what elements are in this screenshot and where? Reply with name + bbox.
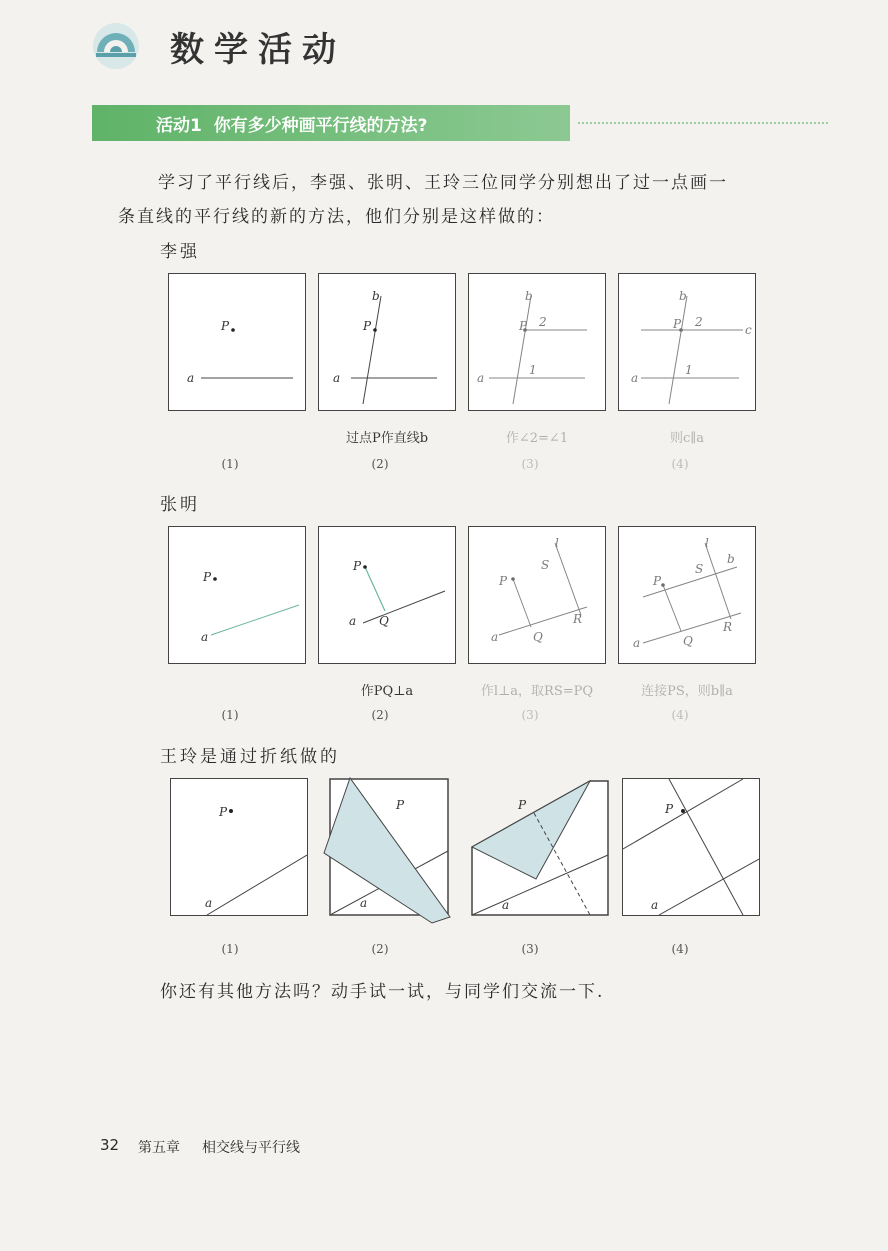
label-P: P xyxy=(203,570,212,584)
label-angle-1: 1 xyxy=(529,363,537,377)
label-Q: Q xyxy=(683,634,693,648)
liqiang-index-3: (3) xyxy=(521,457,539,471)
chapter-logo-icon xyxy=(92,22,140,70)
label-P: P xyxy=(653,574,662,588)
label-b: b xyxy=(525,289,533,303)
label-b: b xyxy=(372,289,380,303)
activity-heading xyxy=(156,111,428,136)
section-zhangming: 张明 xyxy=(160,495,200,515)
liqiang-index-1: (1) xyxy=(221,457,239,471)
zhangming-figure-3 xyxy=(468,526,606,664)
zhangming-caption-3: 作l⊥a，取RS=PQ xyxy=(480,684,594,699)
label-angle-2: 2 xyxy=(695,315,703,329)
label-P: P xyxy=(353,559,362,573)
label-a: a xyxy=(502,898,510,912)
liqiang-figure-1 xyxy=(168,273,306,411)
wangling-figure-4 xyxy=(622,778,760,916)
label-P: P xyxy=(219,805,228,819)
label-a: a xyxy=(477,371,485,385)
label-a: a xyxy=(201,630,209,644)
wangling-index-3: (3) xyxy=(521,942,539,956)
activity-question: 你有多少种画平行线的方法? xyxy=(213,116,428,136)
label-a: a xyxy=(187,371,195,385)
footer-chapter: 第五章 xyxy=(138,1140,180,1156)
liqiang-index-4: (4) xyxy=(671,457,689,471)
zhangming-caption-4: 连接PS，则b∥a xyxy=(641,684,733,699)
label-l: l xyxy=(555,536,559,550)
zhangming-figure-2 xyxy=(318,526,456,664)
label-S: S xyxy=(541,558,550,572)
liqiang-figure-4 xyxy=(618,273,756,411)
zhangming-index-4: (4) xyxy=(671,708,689,722)
label-a: a xyxy=(491,630,499,644)
label-a: a xyxy=(633,636,641,650)
section-liqiang: 李强 xyxy=(160,242,200,262)
label-a: a xyxy=(360,896,368,910)
banner-dotted-rule xyxy=(578,122,828,124)
liqiang-figure-3 xyxy=(468,273,606,411)
footer-chapter-title: 相交线与平行线 xyxy=(202,1140,300,1156)
liqiang-caption-3: 作∠2=∠1 xyxy=(505,431,569,446)
label-Q: Q xyxy=(533,630,543,644)
label-R: R xyxy=(723,620,733,634)
label-Q: Q xyxy=(379,614,389,628)
liqiang-caption-2: 过点P作直线b xyxy=(345,431,429,446)
label-R: R xyxy=(573,612,583,626)
zhangming-index-1: (1) xyxy=(221,708,239,722)
wangling-index-2: (2) xyxy=(371,942,389,956)
wangling-index-4: (4) xyxy=(671,942,689,956)
intro-paragraph xyxy=(118,166,828,234)
label-a: a xyxy=(349,614,357,628)
label-c: c xyxy=(745,323,752,337)
liqiang-caption-4: 则c∥a xyxy=(669,431,705,446)
label-a: a xyxy=(333,371,341,385)
page-number: 32 xyxy=(100,1136,120,1154)
label-l: l xyxy=(705,536,709,550)
wangling-figure-3 xyxy=(470,775,612,920)
liqiang-figure-2 xyxy=(318,273,456,411)
label-P: P xyxy=(519,319,528,333)
intro-line-1: 学习了平行线后，李强、张明、王玲三位同学分别想出了过一点画一 xyxy=(158,173,728,193)
wangling-figure-1 xyxy=(170,778,308,916)
label-P: P xyxy=(665,802,674,816)
label-a: a xyxy=(631,371,639,385)
label-P: P xyxy=(499,574,508,588)
closing-text: 你还有其他方法吗？动手试一试，与同学们交流一下. xyxy=(160,982,605,1002)
label-P: P xyxy=(518,798,527,812)
page-title: 数学活动 xyxy=(170,30,346,70)
label-b: b xyxy=(727,552,735,566)
label-P: P xyxy=(396,798,405,812)
label-a: a xyxy=(205,896,213,910)
label-b: b xyxy=(679,289,687,303)
label-angle-2: 2 xyxy=(539,315,547,329)
section-wangling: 王玲是通过折纸做的 xyxy=(160,747,340,767)
label-P: P xyxy=(363,319,372,333)
label-P: P xyxy=(221,319,230,333)
wangling-figure-2 xyxy=(320,775,460,925)
label-P: P xyxy=(673,317,682,331)
zhangming-index-2: (2) xyxy=(371,708,389,722)
wangling-index-1: (1) xyxy=(221,942,239,956)
activity-label: 活动1 xyxy=(156,116,202,136)
zhangming-index-3: (3) xyxy=(521,708,539,722)
liqiang-index-2: (2) xyxy=(371,457,389,471)
label-S: S xyxy=(695,562,704,576)
activity-banner xyxy=(92,105,570,141)
label-a: a xyxy=(651,898,659,912)
intro-line-2: 条直线的平行线的新的方法，他们分别是这样做的： xyxy=(118,207,555,227)
zhangming-figure-1 xyxy=(168,526,306,664)
zhangming-caption-2: 作PQ⊥a xyxy=(360,684,414,699)
label-angle-1: 1 xyxy=(685,363,693,377)
zhangming-figure-4 xyxy=(618,526,756,664)
